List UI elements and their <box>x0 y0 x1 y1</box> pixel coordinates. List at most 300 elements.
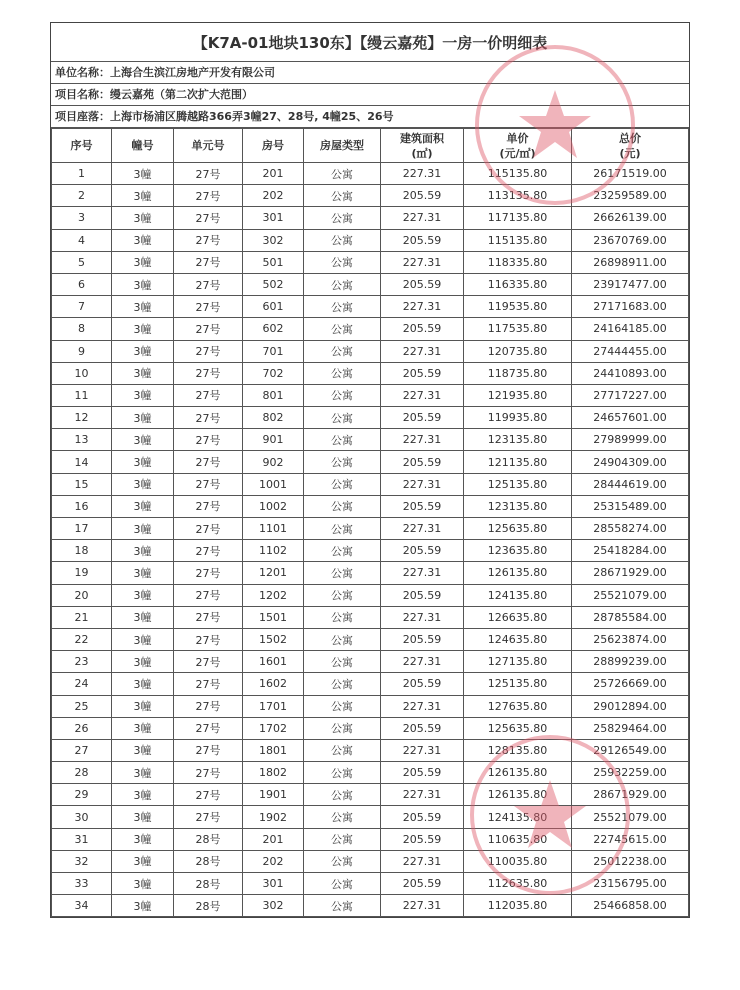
table-cell: 3幢 <box>112 384 174 406</box>
table-cell: 15 <box>52 473 112 495</box>
table-cell: 27号 <box>174 606 243 628</box>
table-cell: 27号 <box>174 628 243 650</box>
table-cell: 24904309.00 <box>572 451 689 473</box>
table-cell: 28号 <box>174 873 243 895</box>
table-cell: 25623874.00 <box>572 628 689 650</box>
table-cell: 125635.80 <box>464 518 572 540</box>
table-cell: 3幢 <box>112 628 174 650</box>
table-cell: 128135.80 <box>464 739 572 761</box>
table-cell: 205.59 <box>381 762 464 784</box>
table-cell: 205.59 <box>381 540 464 562</box>
table-cell: 26626139.00 <box>572 207 689 229</box>
table-cell: 1602 <box>243 673 304 695</box>
table-cell: 227.31 <box>381 695 464 717</box>
table-cell: 25418284.00 <box>572 540 689 562</box>
table-cell: 3幢 <box>112 828 174 850</box>
table-cell: 公寓 <box>304 429 381 451</box>
table-cell: 27号 <box>174 762 243 784</box>
table-cell: 1801 <box>243 739 304 761</box>
table-cell: 123135.80 <box>464 429 572 451</box>
table-row <box>52 895 689 917</box>
header-unit: (元) <box>619 146 641 160</box>
table-cell: 公寓 <box>304 873 381 895</box>
table-cell: 1901 <box>243 784 304 806</box>
table-cell: 205.59 <box>381 828 464 850</box>
project-name-row <box>51 84 689 106</box>
table-cell: 702 <box>243 362 304 384</box>
column-header <box>112 129 174 163</box>
table-cell: 27171683.00 <box>572 296 689 318</box>
table-cell: 24 <box>52 673 112 695</box>
table-row <box>52 340 689 362</box>
table-cell: 8 <box>52 318 112 340</box>
table-cell: 112635.80 <box>464 873 572 895</box>
table-cell: 227.31 <box>381 651 464 673</box>
table-cell: 205.59 <box>381 673 464 695</box>
table-cell: 公寓 <box>304 895 381 917</box>
table-row <box>52 540 689 562</box>
table-cell: 227.31 <box>381 606 464 628</box>
table-cell: 110635.80 <box>464 828 572 850</box>
table-cell: 125635.80 <box>464 717 572 739</box>
table-cell: 119935.80 <box>464 407 572 429</box>
table-row <box>52 628 689 650</box>
table-cell: 公寓 <box>304 540 381 562</box>
table-cell: 2 <box>52 185 112 207</box>
header-label: 序号 <box>70 139 93 152</box>
table-cell: 27号 <box>174 451 243 473</box>
table-cell: 公寓 <box>304 163 381 185</box>
table-cell: 227.31 <box>381 251 464 273</box>
table-cell: 28558274.00 <box>572 518 689 540</box>
table-cell: 19 <box>52 562 112 584</box>
table-cell: 21 <box>52 606 112 628</box>
table-cell: 3幢 <box>112 562 174 584</box>
table-cell: 25466858.00 <box>572 895 689 917</box>
table-row <box>52 673 689 695</box>
table-cell: 126135.80 <box>464 762 572 784</box>
table-cell: 3幢 <box>112 606 174 628</box>
table-row <box>52 429 689 451</box>
table-cell: 227.31 <box>381 296 464 318</box>
info-value: 缦云嘉苑（第二次扩大范围） <box>110 88 253 101</box>
table-cell: 205.59 <box>381 628 464 650</box>
table-cell: 公寓 <box>304 362 381 384</box>
table-cell: 205.59 <box>381 185 464 207</box>
table-cell: 27号 <box>174 651 243 673</box>
table-cell: 205.59 <box>381 806 464 828</box>
table-cell: 3幢 <box>112 273 174 295</box>
table-cell: 1002 <box>243 495 304 517</box>
table-cell: 205.59 <box>381 273 464 295</box>
table-cell: 602 <box>243 318 304 340</box>
header-label: 单价 <box>506 131 529 145</box>
table-cell: 124135.80 <box>464 584 572 606</box>
table-cell: 公寓 <box>304 495 381 517</box>
table-cell: 公寓 <box>304 562 381 584</box>
table-cell: 121135.80 <box>464 451 572 473</box>
table-cell: 227.31 <box>381 518 464 540</box>
table-cell: 10 <box>52 362 112 384</box>
table-cell: 501 <box>243 251 304 273</box>
table-cell: 27号 <box>174 717 243 739</box>
column-header <box>304 129 381 163</box>
table-cell: 公寓 <box>304 407 381 429</box>
table-cell: 公寓 <box>304 695 381 717</box>
table-cell: 17 <box>52 518 112 540</box>
table-cell: 4 <box>52 229 112 251</box>
header-label: 房屋类型 <box>320 139 364 152</box>
table-cell: 1 <box>52 163 112 185</box>
table-cell: 202 <box>243 185 304 207</box>
table-cell: 3幢 <box>112 540 174 562</box>
table-cell: 27989999.00 <box>572 429 689 451</box>
table-row <box>52 828 689 850</box>
header-unit: (元/㎡) <box>499 146 536 160</box>
table-cell: 20 <box>52 584 112 606</box>
table-cell: 公寓 <box>304 717 381 739</box>
table-cell: 27444455.00 <box>572 340 689 362</box>
table-cell: 25315489.00 <box>572 495 689 517</box>
table-cell: 公寓 <box>304 251 381 273</box>
table-row <box>52 562 689 584</box>
table-cell: 227.31 <box>381 207 464 229</box>
table-cell: 1001 <box>243 473 304 495</box>
table-cell: 1701 <box>243 695 304 717</box>
table-cell: 27号 <box>174 784 243 806</box>
table-cell: 3幢 <box>112 251 174 273</box>
table-cell: 22745615.00 <box>572 828 689 850</box>
table-row <box>52 495 689 517</box>
table-cell: 25521079.00 <box>572 806 689 828</box>
table-cell: 16 <box>52 495 112 517</box>
header-label: 建筑面积 <box>400 131 444 145</box>
column-header <box>464 129 572 163</box>
table-cell: 公寓 <box>304 185 381 207</box>
table-cell: 118335.80 <box>464 251 572 273</box>
table-cell: 27号 <box>174 251 243 273</box>
table-cell: 302 <box>243 895 304 917</box>
table-cell: 24657601.00 <box>572 407 689 429</box>
table-row <box>52 606 689 628</box>
table-cell: 3幢 <box>112 473 174 495</box>
table-cell: 28号 <box>174 828 243 850</box>
table-cell: 23259589.00 <box>572 185 689 207</box>
table-cell: 902 <box>243 451 304 473</box>
table-cell: 205.59 <box>381 362 464 384</box>
table-cell: 30 <box>52 806 112 828</box>
column-header <box>174 129 243 163</box>
table-cell: 27号 <box>174 739 243 761</box>
table-cell: 117535.80 <box>464 318 572 340</box>
table-cell: 201 <box>243 163 304 185</box>
table-cell: 302 <box>243 229 304 251</box>
table-cell: 公寓 <box>304 651 381 673</box>
table-cell: 3幢 <box>112 806 174 828</box>
table-cell: 公寓 <box>304 762 381 784</box>
table-header <box>52 129 689 163</box>
table-cell: 901 <box>243 429 304 451</box>
table-cell: 126635.80 <box>464 606 572 628</box>
table-cell: 227.31 <box>381 562 464 584</box>
table-row <box>52 717 689 739</box>
table-cell: 公寓 <box>304 850 381 872</box>
table-row <box>52 451 689 473</box>
table-cell: 27号 <box>174 207 243 229</box>
table-cell: 27号 <box>174 429 243 451</box>
table-cell: 28671929.00 <box>572 784 689 806</box>
table-cell: 205.59 <box>381 717 464 739</box>
table-row <box>52 163 689 185</box>
project-location-row <box>51 106 689 128</box>
table-cell: 127135.80 <box>464 651 572 673</box>
table-cell: 3幢 <box>112 850 174 872</box>
table-cell: 121935.80 <box>464 384 572 406</box>
table-cell: 9 <box>52 340 112 362</box>
table-cell: 601 <box>243 296 304 318</box>
header-label: 房号 <box>262 139 284 152</box>
table-cell: 25 <box>52 695 112 717</box>
table-cell: 701 <box>243 340 304 362</box>
table-cell: 公寓 <box>304 806 381 828</box>
table-cell: 公寓 <box>304 384 381 406</box>
table-cell: 32 <box>52 850 112 872</box>
table-cell: 125135.80 <box>464 673 572 695</box>
table-cell: 23917477.00 <box>572 273 689 295</box>
table-cell: 1102 <box>243 540 304 562</box>
table-cell: 公寓 <box>304 828 381 850</box>
table-cell: 公寓 <box>304 273 381 295</box>
table-cell: 18 <box>52 540 112 562</box>
table-cell: 公寓 <box>304 518 381 540</box>
table-cell: 123135.80 <box>464 495 572 517</box>
table-cell: 公寓 <box>304 673 381 695</box>
table-cell: 28 <box>52 762 112 784</box>
header-unit: (㎡) <box>411 146 433 160</box>
table-cell: 110035.80 <box>464 850 572 872</box>
table-cell: 3幢 <box>112 584 174 606</box>
table-cell: 23670769.00 <box>572 229 689 251</box>
table-cell: 3幢 <box>112 362 174 384</box>
table-cell: 117135.80 <box>464 207 572 229</box>
table-cell: 23 <box>52 651 112 673</box>
table-cell: 1702 <box>243 717 304 739</box>
table-cell: 14 <box>52 451 112 473</box>
table-cell: 27号 <box>174 362 243 384</box>
table-cell: 12 <box>52 407 112 429</box>
table-cell: 27号 <box>174 185 243 207</box>
table-cell: 3幢 <box>112 340 174 362</box>
column-header <box>52 129 112 163</box>
table-cell: 公寓 <box>304 739 381 761</box>
table-cell: 116335.80 <box>464 273 572 295</box>
column-header <box>243 129 304 163</box>
table-cell: 27号 <box>174 540 243 562</box>
table-cell: 1501 <box>243 606 304 628</box>
table-cell: 227.31 <box>381 473 464 495</box>
table-cell: 227.31 <box>381 163 464 185</box>
table-cell: 1201 <box>243 562 304 584</box>
table-cell: 1601 <box>243 651 304 673</box>
table-cell: 3幢 <box>112 717 174 739</box>
column-header <box>381 129 464 163</box>
table-cell: 802 <box>243 407 304 429</box>
table-cell: 3幢 <box>112 695 174 717</box>
company-name-row <box>51 62 689 84</box>
table-cell: 205.59 <box>381 407 464 429</box>
table-cell: 124135.80 <box>464 806 572 828</box>
table-cell: 3 <box>52 207 112 229</box>
table-cell: 7 <box>52 296 112 318</box>
table-cell: 27 <box>52 739 112 761</box>
table-row <box>52 273 689 295</box>
info-label: 项目名称： <box>55 88 110 101</box>
table-cell: 205.59 <box>381 584 464 606</box>
table-cell: 27号 <box>174 673 243 695</box>
table-cell: 801 <box>243 384 304 406</box>
table-row <box>52 873 689 895</box>
table-cell: 3幢 <box>112 451 174 473</box>
table-cell: 113135.80 <box>464 185 572 207</box>
table-cell: 27号 <box>174 495 243 517</box>
table-row <box>52 318 689 340</box>
table-cell: 29 <box>52 784 112 806</box>
table-cell: 28785584.00 <box>572 606 689 628</box>
table-cell: 115135.80 <box>464 163 572 185</box>
table-row <box>52 296 689 318</box>
table-cell: 33 <box>52 873 112 895</box>
table-cell: 1502 <box>243 628 304 650</box>
table-cell: 27号 <box>174 562 243 584</box>
document-title: 【K7A-01地块130东】【缦云嘉苑】一房一价明细表 <box>51 23 689 62</box>
table-cell: 202 <box>243 850 304 872</box>
table-row <box>52 473 689 495</box>
table-cell: 24410893.00 <box>572 362 689 384</box>
table-cell: 227.31 <box>381 429 464 451</box>
table-cell: 28号 <box>174 850 243 872</box>
table-cell: 3幢 <box>112 229 174 251</box>
table-cell: 27号 <box>174 273 243 295</box>
table-cell: 3幢 <box>112 784 174 806</box>
info-label: 单位名称： <box>55 66 110 79</box>
table-cell: 120735.80 <box>464 340 572 362</box>
table-cell: 25829464.00 <box>572 717 689 739</box>
table-cell: 227.31 <box>381 784 464 806</box>
table-cell: 24164185.00 <box>572 318 689 340</box>
table-cell: 公寓 <box>304 318 381 340</box>
table-cell: 3幢 <box>112 873 174 895</box>
table-cell: 119535.80 <box>464 296 572 318</box>
table-row <box>52 518 689 540</box>
table-cell: 205.59 <box>381 495 464 517</box>
table-cell: 28号 <box>174 895 243 917</box>
info-label: 项目座落： <box>55 110 110 123</box>
table-cell: 1902 <box>243 806 304 828</box>
info-value: 上海合生滨江房地产开发有限公司 <box>110 66 275 79</box>
table-row <box>52 384 689 406</box>
info-value: 上海市杨浦区腾越路366弄3幢27、28号, 4幢25、26号 <box>110 110 394 123</box>
table-cell: 3幢 <box>112 895 174 917</box>
table-cell: 公寓 <box>304 784 381 806</box>
table-cell: 118735.80 <box>464 362 572 384</box>
table-cell: 124635.80 <box>464 628 572 650</box>
table-row <box>52 762 689 784</box>
table-cell: 34 <box>52 895 112 917</box>
table-row <box>52 850 689 872</box>
table-row <box>52 739 689 761</box>
price-table <box>51 128 689 917</box>
table-cell: 公寓 <box>304 606 381 628</box>
table-cell: 227.31 <box>381 850 464 872</box>
header-label: 单元号 <box>191 139 225 152</box>
price-list-document <box>50 22 690 918</box>
table-cell: 3幢 <box>112 651 174 673</box>
table-cell: 3幢 <box>112 762 174 784</box>
table-cell: 6 <box>52 273 112 295</box>
table-cell: 227.31 <box>381 384 464 406</box>
table-cell: 27号 <box>174 407 243 429</box>
table-cell: 27号 <box>174 695 243 717</box>
table-cell: 123635.80 <box>464 540 572 562</box>
table-cell: 25726669.00 <box>572 673 689 695</box>
table-cell: 27号 <box>174 584 243 606</box>
table-cell: 502 <box>243 273 304 295</box>
table-row <box>52 784 689 806</box>
table-cell: 1101 <box>243 518 304 540</box>
table-cell: 201 <box>243 828 304 850</box>
table-cell: 公寓 <box>304 473 381 495</box>
table-cell: 公寓 <box>304 340 381 362</box>
table-cell: 27号 <box>174 806 243 828</box>
table-cell: 23156795.00 <box>572 873 689 895</box>
table-row <box>52 407 689 429</box>
header-label: 幢号 <box>131 139 154 152</box>
table-cell: 27号 <box>174 296 243 318</box>
table-cell: 3幢 <box>112 207 174 229</box>
table-row <box>52 229 689 251</box>
table-cell: 112035.80 <box>464 895 572 917</box>
table-cell: 227.31 <box>381 895 464 917</box>
table-cell: 28444619.00 <box>572 473 689 495</box>
table-cell: 22 <box>52 628 112 650</box>
header-label: 总价 <box>619 131 641 145</box>
table-cell: 115135.80 <box>464 229 572 251</box>
table-row <box>52 207 689 229</box>
table-cell: 27717227.00 <box>572 384 689 406</box>
table-cell: 26898911.00 <box>572 251 689 273</box>
table-cell: 27号 <box>174 163 243 185</box>
table-cell: 127635.80 <box>464 695 572 717</box>
table-cell: 27号 <box>174 518 243 540</box>
table-cell: 29126549.00 <box>572 739 689 761</box>
table-cell: 125135.80 <box>464 473 572 495</box>
table-cell: 26171519.00 <box>572 163 689 185</box>
table-cell: 126135.80 <box>464 562 572 584</box>
table-row <box>52 806 689 828</box>
table-row <box>52 185 689 207</box>
table-cell: 29012894.00 <box>572 695 689 717</box>
table-cell: 公寓 <box>304 207 381 229</box>
table-cell: 25932259.00 <box>572 762 689 784</box>
table-row <box>52 584 689 606</box>
table-cell: 3幢 <box>112 296 174 318</box>
table-cell: 25521079.00 <box>572 584 689 606</box>
table-cell: 25012238.00 <box>572 850 689 872</box>
table-cell: 301 <box>243 873 304 895</box>
table-row <box>52 651 689 673</box>
table-cell: 公寓 <box>304 451 381 473</box>
table-cell: 205.59 <box>381 229 464 251</box>
